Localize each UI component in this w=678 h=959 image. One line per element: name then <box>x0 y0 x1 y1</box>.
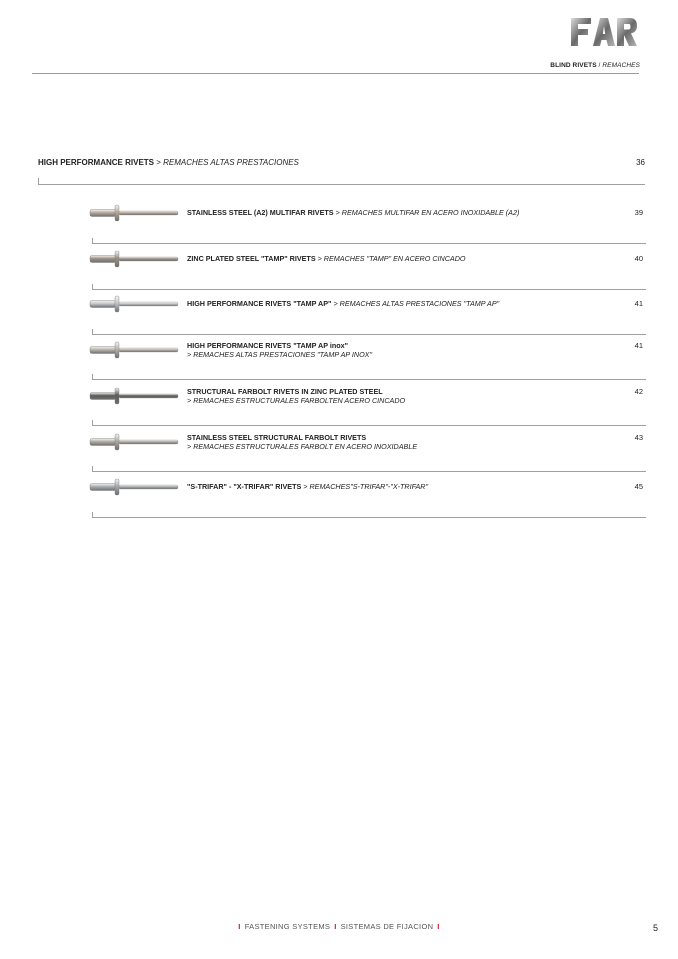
toc-sub-entry-title-en: HIGH PERFORMANCE RIVETS "TAMP AP inox" <box>187 341 349 350</box>
footer-bar: I <box>437 922 440 931</box>
toc-sub-entry-title-en: STAINLESS STEEL STRUCTURAL FARBOLT RIVETS <box>187 433 367 442</box>
rivet-image <box>86 477 181 497</box>
toc-sub-entry-line1 <box>187 341 372 350</box>
toc-sub-entry-page: 40 <box>634 254 643 263</box>
toc-main-entry-title-es: REMACHES ALTAS PRESTACIONES <box>163 158 299 167</box>
toc-sub-entry-divider <box>92 517 646 518</box>
footer-text-es: SISTEMAS DE FIJACION <box>340 922 434 931</box>
toc-sub-entry-title-es: > REMACHES ALTAS PRESTACIONES "TAMP AP INOX" <box>187 350 373 359</box>
toc-sub-entry-page: 42 <box>634 387 643 396</box>
toc-sub-entry-title <box>187 482 428 491</box>
footer-bar: I <box>334 922 337 931</box>
toc-sub-entry-title-es: > REMACHES MULTIFAR EN ACERO INOXIDABLE (A2) <box>333 208 520 217</box>
rivet-image <box>86 249 181 269</box>
toc-main-entry-page: 36 <box>636 158 645 167</box>
toc-sub-entry[interactable] <box>86 336 646 380</box>
toc-sub-entry-line1 <box>187 433 417 442</box>
toc-sub-entry[interactable] <box>86 382 646 426</box>
toc-sub-entry[interactable] <box>86 246 646 290</box>
toc-main-entry[interactable] <box>38 158 645 167</box>
rivet-image <box>86 203 181 223</box>
toc-sub-entry-line1 <box>187 482 428 491</box>
toc-sub-entry-title-en: STAINLESS STEEL (A2) MULTIFAR RIVETS <box>187 208 334 217</box>
toc-sub-entry-divider <box>92 289 646 290</box>
toc-sub-entry-title-en: ZINC PLATED STEEL "TAMP" RIVETS <box>187 254 316 263</box>
toc-sub-entry-divider <box>92 243 646 244</box>
toc-sub-entry-title-es: > REMACHES"S-TRIFAR"-"X-TRIFAR" <box>301 482 429 491</box>
toc-sub-entry-title-es: > REMACHES ESTRUCTURALES FARBOLTEN ACERO CINCADO <box>187 396 406 405</box>
toc-main-entry-title-en: HIGH PERFORMANCE RIVETS <box>38 158 155 167</box>
rivet-image <box>86 432 181 452</box>
toc-sub-entry-title <box>187 208 519 217</box>
toc-sub-entry-line1 <box>187 254 465 263</box>
header-divider <box>32 73 639 74</box>
section-label-es: REMACHES <box>602 62 640 69</box>
rivet-image <box>86 386 181 406</box>
toc-sub-entry-divider <box>92 471 646 472</box>
toc-main-entry-divider <box>38 184 645 185</box>
rivet-image <box>86 294 181 314</box>
section-label-separator: / <box>598 62 601 69</box>
toc-sub-entry[interactable] <box>86 428 646 472</box>
toc-main-entry-arrow: > <box>156 158 161 167</box>
toc-sub-entry-title-es: > REMACHES ALTAS PRESTACIONES "TAMP AP" <box>331 299 500 308</box>
toc-sub-entry-title <box>187 341 372 359</box>
toc-sub-entry-page: 45 <box>634 482 643 491</box>
page-number: 5 <box>652 923 658 933</box>
far-logo <box>569 14 639 50</box>
toc-sub-entry-divider <box>92 379 646 380</box>
toc-sub-entry-page: 41 <box>634 299 643 308</box>
toc-sub-entry[interactable] <box>86 291 646 335</box>
toc-sub-entry-title-es: > REMACHES ESTRUCTURALES FARBOLT EN ACERO INOXIDABLE <box>187 442 418 451</box>
section-label-en: BLIND RIVETS <box>550 62 597 69</box>
toc-sub-entry-line1 <box>187 299 499 308</box>
toc-sub-entry-title-en: STRUCTURAL FARBOLT RIVETS IN ZINC PLATED STEEL <box>187 387 383 396</box>
footer-text-en: FASTENING SYSTEMS <box>244 922 331 931</box>
toc-sub-entry-title-en: "S-TRIFAR" - "X-TRIFAR" RIVETS <box>187 482 302 491</box>
toc-sub-entry[interactable] <box>86 200 646 244</box>
toc-sub-entry-title <box>187 433 417 451</box>
toc-sub-entry-title-en: HIGH PERFORMANCE RIVETS "TAMP AP" <box>187 299 332 308</box>
toc-sub-entry-page: 41 <box>634 341 643 350</box>
toc-sub-entry-title-es: > REMACHES "TAMP" EN ACERO CINCADO <box>315 254 466 263</box>
toc-sub-entry-divider <box>92 334 646 335</box>
toc-sub-entry-line1 <box>187 208 519 217</box>
footer-bar: I <box>238 922 241 931</box>
footer <box>0 922 678 931</box>
far-logo-icon <box>569 14 639 50</box>
toc-main-entry-title <box>38 158 645 167</box>
toc-sub-entry[interactable] <box>86 474 646 518</box>
toc-sub-entry-divider <box>92 425 646 426</box>
toc-sub-entry-page: 43 <box>634 433 643 442</box>
toc-sub-entry-title <box>187 387 405 405</box>
rivet-image <box>86 340 181 360</box>
section-label <box>550 62 640 69</box>
toc-sub-entry-title <box>187 254 465 263</box>
toc-sub-entry-title <box>187 299 499 308</box>
toc-sub-entry-line1 <box>187 387 405 396</box>
toc-sub-entry-page: 39 <box>634 208 643 217</box>
